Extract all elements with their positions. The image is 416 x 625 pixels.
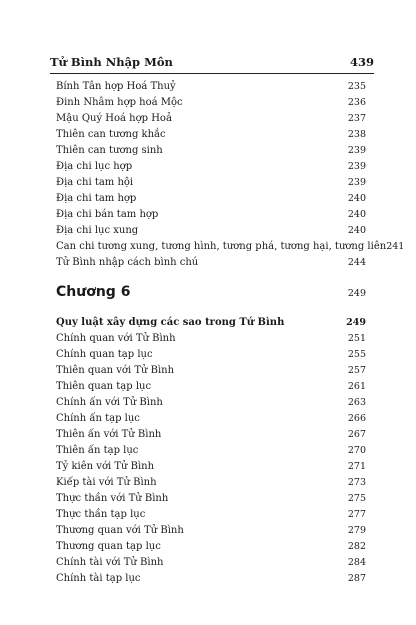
- toc-entry-title: Thiên ấn với Tử Bình: [56, 429, 162, 440]
- toc-entry-page: 244: [347, 257, 366, 268]
- toc-entry: [56, 95, 366, 111]
- toc-entry-title: Thiên quan với Tử Bình: [56, 365, 175, 376]
- toc-entry-page: 241: [386, 241, 405, 252]
- toc-subtitle: [56, 315, 366, 331]
- toc-entry-title: Thương quan với Tử Bình: [56, 525, 184, 536]
- page-number: 439: [349, 55, 374, 69]
- toc-entry-page: 236: [347, 97, 366, 108]
- toc-entry: [56, 111, 366, 127]
- toc-entry-page: 238: [347, 129, 366, 140]
- toc-entry-page: 271: [347, 461, 366, 472]
- subtitle-title: Quy luật xây dựng các sao trong Tứ Bình: [56, 317, 285, 328]
- toc-entry: [56, 491, 366, 507]
- toc-entry-title: Chính tài tạp lục: [56, 573, 141, 584]
- chapter-heading: [56, 281, 366, 303]
- toc-entry-page: 287: [347, 573, 366, 584]
- toc-entry-page: 239: [347, 177, 366, 188]
- toc-entry-title: Can chi tương xung, tương hình, tương phá, tương hại, tương liên: [56, 241, 387, 252]
- toc-entry-page: 240: [347, 193, 366, 204]
- toc-entry-page: 279: [347, 525, 366, 536]
- toc-entry-title: Thiên can tương sinh: [56, 145, 163, 156]
- toc-section-2: [56, 331, 366, 587]
- chapter-page: 249: [347, 288, 366, 299]
- toc-entry-title: Tỷ kiên với Tử Bình: [56, 461, 155, 472]
- toc-entry-page: 239: [347, 161, 366, 172]
- toc-entry-page: 261: [347, 381, 366, 392]
- toc-entry-page: 263: [347, 397, 366, 408]
- toc-entry-page: 275: [347, 493, 366, 504]
- toc-entry-page: 251: [347, 333, 366, 344]
- toc-entry-page: 270: [347, 445, 366, 456]
- toc-entry-title: Đinh Nhâm hợp hoá Mộc: [56, 97, 183, 108]
- toc-entry-page: 255: [347, 349, 366, 360]
- toc-entry-title: Địa chi tam hội: [56, 177, 134, 188]
- toc-entry-page: 239: [347, 145, 366, 156]
- table-of-contents: [56, 79, 405, 587]
- toc-entry-title: Tử Bình nhập cách bình chú: [56, 257, 199, 268]
- toc-entry-title: Thiên quan tạp lục: [56, 381, 152, 392]
- toc-entry: [56, 459, 366, 475]
- toc-entry: [56, 395, 366, 411]
- toc-entry-page: 237: [347, 113, 366, 124]
- page-header: [50, 55, 374, 69]
- toc-entry: [56, 191, 366, 207]
- toc-entry: [56, 571, 366, 587]
- toc-entry-page: 282: [347, 541, 366, 552]
- toc-entry-page: 257: [347, 365, 366, 376]
- toc-entry-page: 240: [347, 225, 366, 236]
- toc-entry-title: Mậu Quý Hoá hợp Hoả: [56, 113, 172, 124]
- toc-entry: [56, 379, 366, 395]
- toc-entry-title: Thực thần với Tử Bình: [56, 493, 169, 504]
- toc-entry-title: Chính quan với Tử Bình: [56, 333, 176, 344]
- toc-entry: [56, 331, 366, 347]
- toc-entry-title: Chính quan tạp lục: [56, 349, 153, 360]
- toc-entry: [56, 239, 405, 255]
- toc-entry: [56, 255, 366, 271]
- toc-entry-title: Kiếp tài với Tử Bình: [56, 477, 157, 488]
- toc-entry: [56, 507, 366, 523]
- toc-entry: [56, 175, 366, 191]
- toc-entry-page: 277: [347, 509, 366, 520]
- toc-entry: [56, 475, 366, 491]
- toc-entry-page: 240: [347, 209, 366, 220]
- toc-entry-page: 284: [347, 557, 366, 568]
- toc-entry: [56, 363, 366, 379]
- toc-entry-title: Địa chi lục xung: [56, 225, 139, 236]
- subtitle-page: 249: [346, 317, 366, 328]
- toc-entry-title: Thiên ấn tạp lục: [56, 445, 139, 456]
- toc-entry: [56, 79, 366, 95]
- toc-entry-title: Địa chi bán tam hợp: [56, 209, 159, 220]
- toc-entry-title: Chính ấn tạp lục: [56, 413, 140, 424]
- toc-entry: [56, 523, 366, 539]
- toc-entry-title: Địa chi lục hợp: [56, 161, 133, 172]
- toc-entry: [56, 411, 366, 427]
- header-rule: [50, 73, 374, 74]
- toc-entry: [56, 427, 366, 443]
- toc-section-1: [56, 79, 405, 271]
- toc-entry-title: Thiên can tương khắc: [56, 129, 166, 140]
- toc-entry-page: 267: [347, 429, 366, 440]
- toc-entry-title: Chính tài với Tử Bình: [56, 557, 164, 568]
- toc-entry-title: Thương quan tạp lục: [56, 541, 161, 552]
- toc-entry: [56, 539, 366, 555]
- toc-entry: [56, 443, 366, 459]
- toc-entry-page: 235: [347, 81, 366, 92]
- toc-entry-title: Địa chi tam hợp: [56, 193, 137, 204]
- toc-entry: [56, 159, 366, 175]
- toc-entry: [56, 127, 366, 143]
- toc-entry: [56, 555, 366, 571]
- toc-entry: [56, 207, 366, 223]
- toc-entry-title: Chính ấn với Tử Bình: [56, 397, 163, 408]
- running-title: Tử Bình Nhập Môn: [50, 55, 173, 69]
- toc-entry-page: 266: [347, 413, 366, 424]
- toc-entry: [56, 143, 366, 159]
- toc-entry-title: Bính Tân hợp Hoá Thuỷ: [56, 81, 176, 92]
- toc-entry-title: Thực thần tạp lục: [56, 509, 146, 520]
- toc-entry: [56, 347, 366, 363]
- toc-entry-page: 273: [347, 477, 366, 488]
- chapter-title: Chương 6: [56, 284, 131, 300]
- toc-entry: [56, 223, 366, 239]
